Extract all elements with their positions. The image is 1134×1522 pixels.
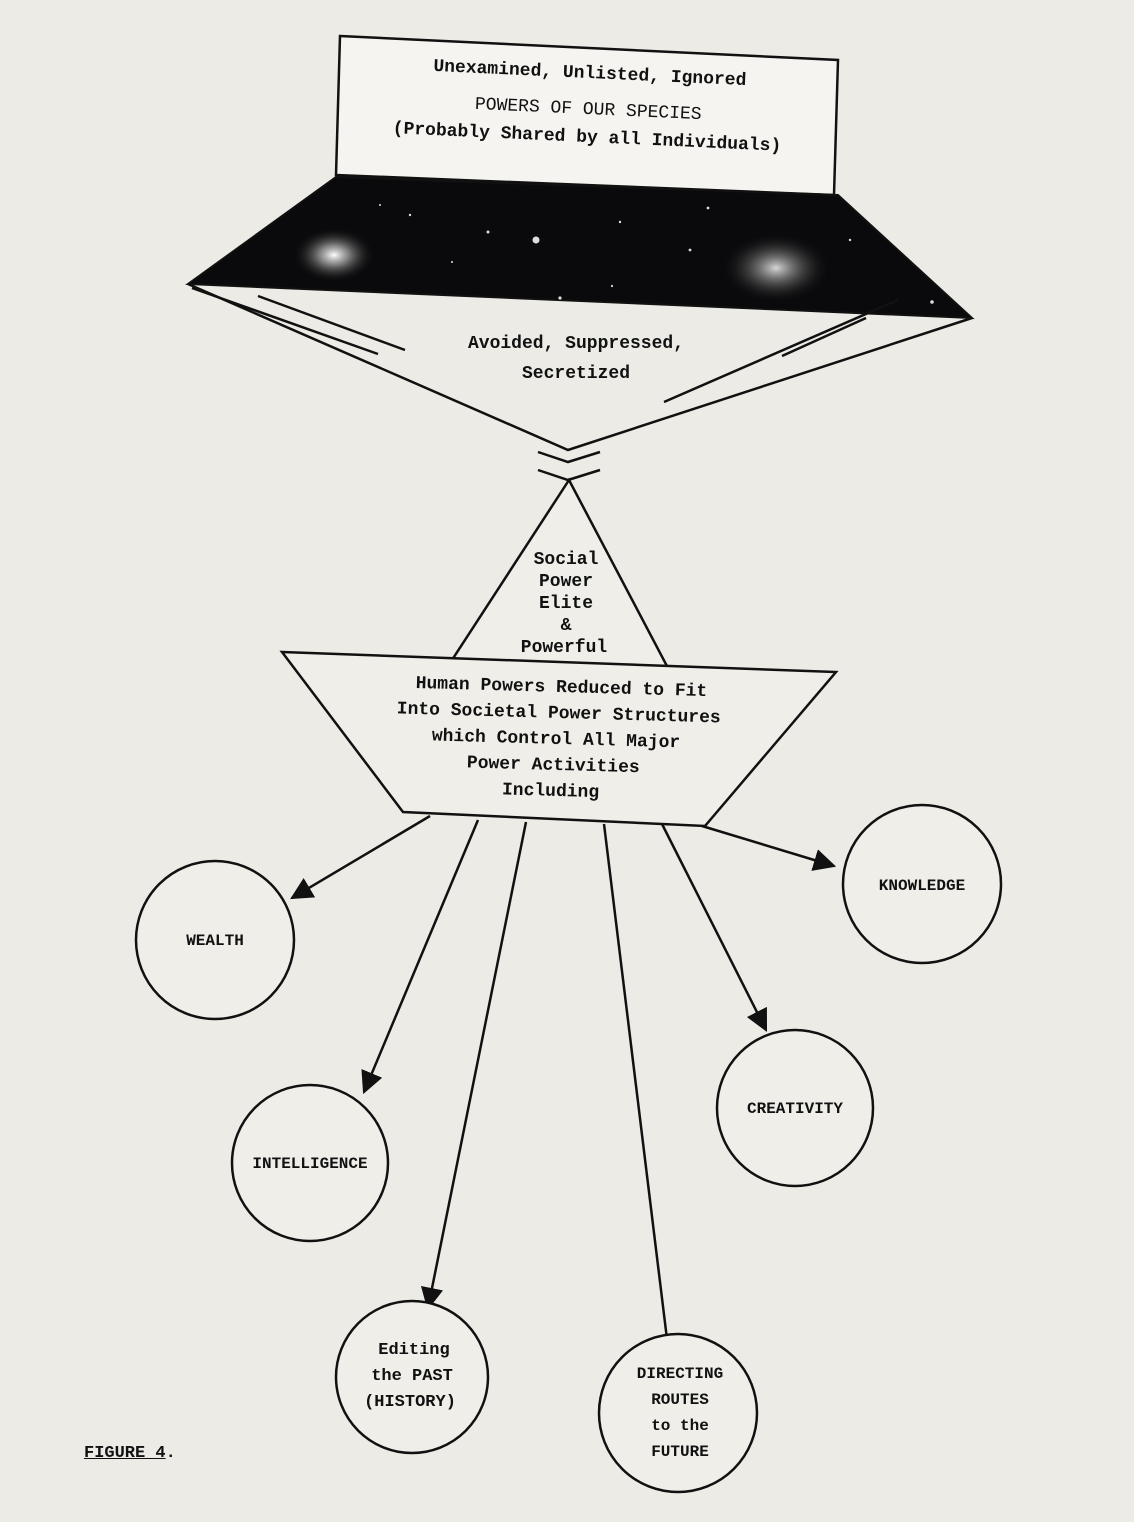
box-line-1: Unexamined, Unlisted, Ignored: [432, 56, 747, 92]
species-powers-box: [336, 36, 838, 195]
directing-line-3: to the: [651, 1417, 709, 1435]
wealth-label: WEALTH: [186, 932, 244, 950]
arrow-to-intelligence: [364, 820, 478, 1092]
node-intelligence: [232, 1085, 388, 1241]
node-directing-future: [599, 1334, 757, 1492]
directing-line-1: DIRECTING: [636, 1365, 724, 1383]
node-creativity: [717, 1030, 873, 1186]
trapezoid-line-1: Human Powers Reduced to Fit: [415, 673, 708, 703]
arrow-to-editing-past: [428, 822, 526, 1308]
knowledge-label: KNOWLEDGE: [878, 877, 966, 895]
arrow-to-directing-future: [604, 824, 672, 1380]
directing-line-4: FUTURE: [651, 1443, 709, 1461]
triangle-line-4: &: [560, 616, 572, 636]
arrow-to-knowledge: [702, 826, 834, 866]
trapezoid-line-5: Including: [501, 780, 600, 804]
box-line-2: POWERS OF OUR SPECIES: [474, 94, 702, 126]
figure-caption: [84, 1444, 176, 1463]
galaxy-left: [292, 227, 376, 283]
elite-triangle: [452, 470, 668, 668]
triangle-line-3: Elite: [538, 594, 594, 614]
node-knowledge: [843, 805, 1001, 963]
node-wealth: [136, 861, 294, 1019]
creativity-label: CREATIVITY: [746, 1100, 844, 1118]
figure-number: FIGURE 4: [84, 1444, 166, 1463]
intelligence-label: INTELLIGENCE: [252, 1155, 368, 1173]
space-image-band: [188, 177, 972, 318]
galaxy-right: [720, 232, 832, 304]
societal-structures-trapezoid: [282, 652, 836, 826]
trapezoid-line-2: Into Societal Power Structures: [396, 699, 721, 729]
triangle-line-1: Social: [533, 550, 599, 570]
figure-suffix: .: [165, 1444, 176, 1463]
funnel-line-2: Secretized: [521, 364, 631, 384]
editing-line-1: Editing: [378, 1341, 450, 1360]
triangle-line-2: Power: [538, 572, 594, 592]
directing-line-2: ROUTES: [651, 1391, 709, 1409]
arrow-to-wealth: [292, 816, 430, 898]
triangle-line-5: Powerful: [520, 638, 608, 658]
trapezoid-line-3: which Control All Major: [431, 726, 681, 754]
node-editing-past: [336, 1301, 488, 1453]
funnel-line-1: Avoided, Suppressed,: [467, 334, 685, 354]
editing-line-2: the PAST: [371, 1367, 453, 1386]
trapezoid-line-4: Power Activities: [466, 753, 640, 779]
box-line-3: (Probably Shared by all Individuals): [392, 119, 782, 157]
arrow-to-creativity: [662, 824, 766, 1030]
editing-line-3: (HISTORY): [364, 1393, 456, 1412]
